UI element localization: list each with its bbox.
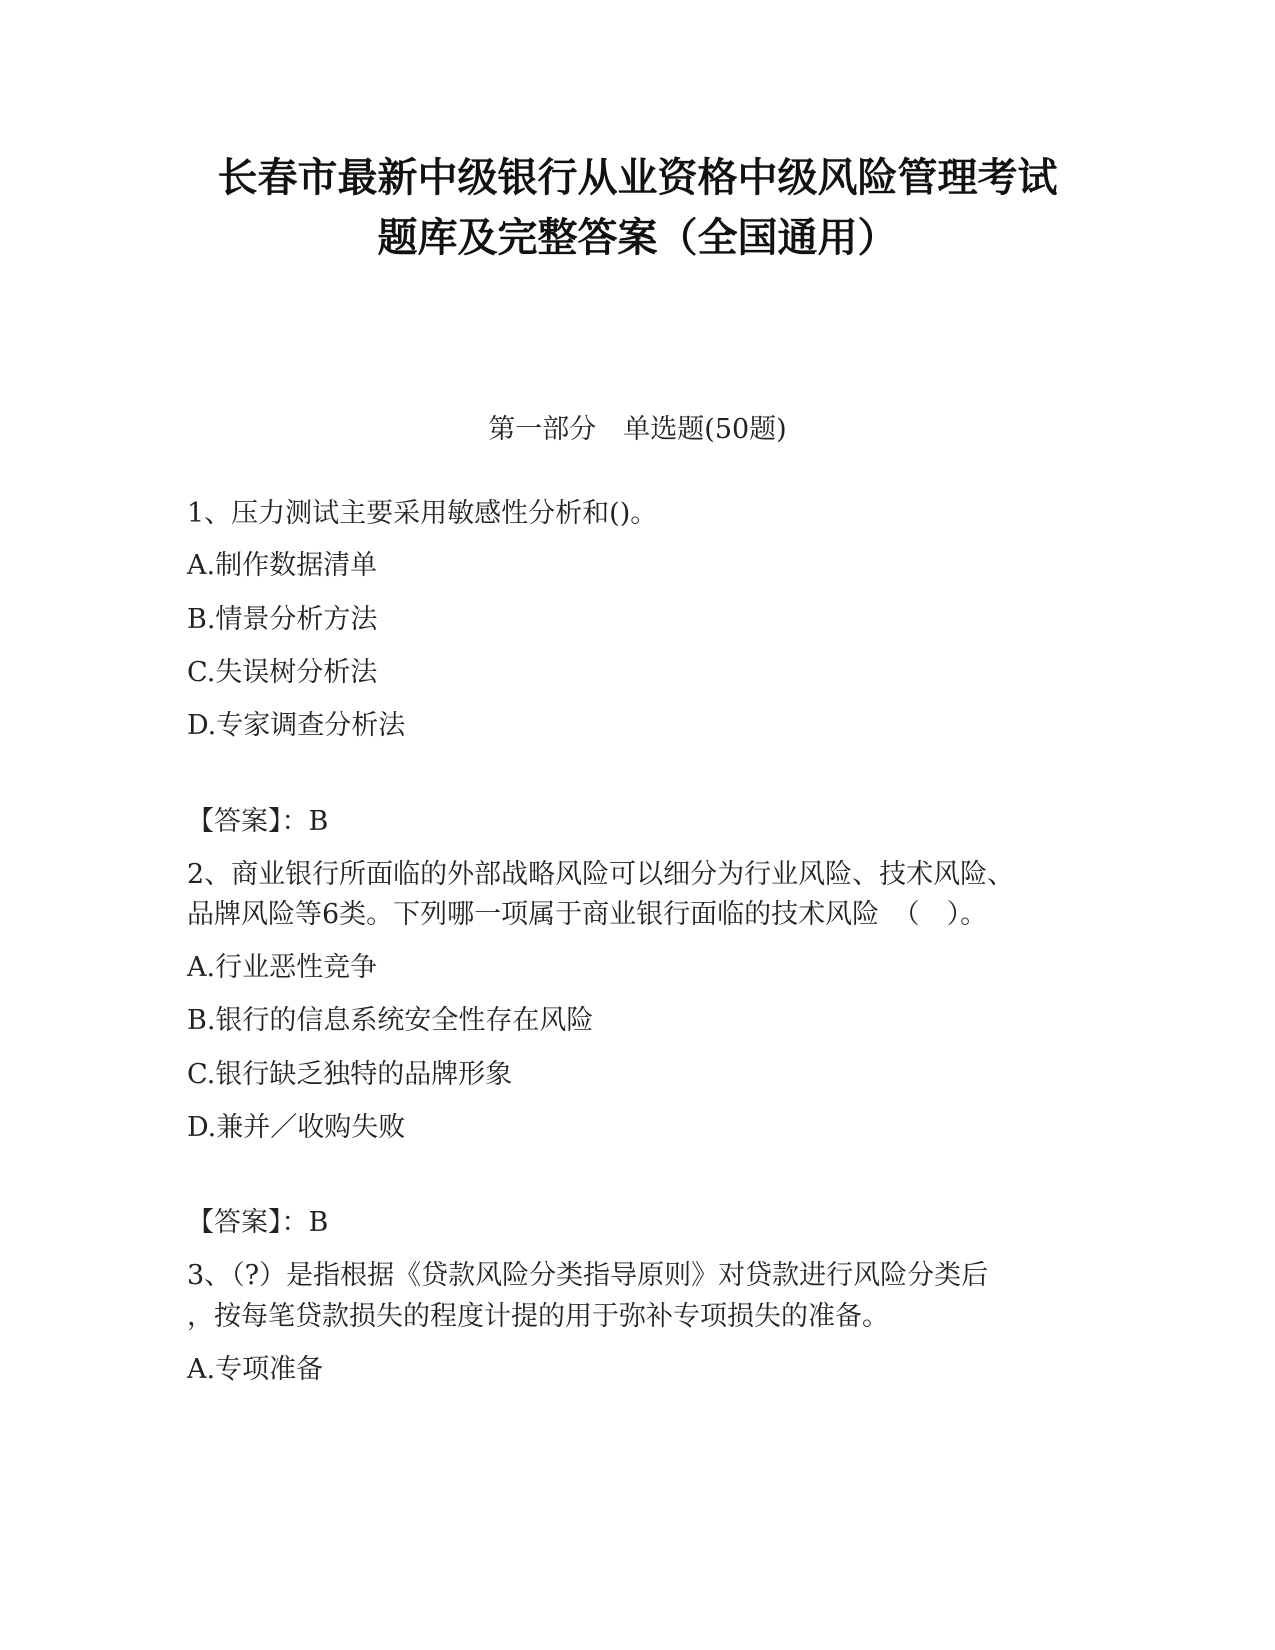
question-2-stem-line-1: 2、商业银行所面临的外部战略风险可以细分为行业风险、技术风险、 xyxy=(187,859,1015,890)
question-1-option-b: B.情景分析方法 xyxy=(187,604,378,635)
document-title-line-1: 长春市最新中级银行从业资格中级风险管理考试 xyxy=(217,155,1058,201)
question-3-stem-line-1: 3、（?）是指根据《贷款风险分类指导原则》对贷款进行风险分类后 xyxy=(187,1260,989,1291)
question-1-option-d: D.专家调查分析法 xyxy=(187,710,406,741)
section-heading: 第一部分 单选题(50题) xyxy=(488,414,787,445)
question-1-stem: 1、压力测试主要采用敏感性分析和()。 xyxy=(187,498,658,529)
question-2-option-b: B.银行的信息系统安全性存在风险 xyxy=(187,1005,594,1036)
question-1-option-c: C.失误树分析法 xyxy=(187,657,378,688)
question-3-option-a: A.专项准备 xyxy=(187,1354,324,1385)
question-1-answer: 【答案】：B xyxy=(187,806,329,837)
question-2-option-a: A.行业恶性竞争 xyxy=(187,952,378,983)
question-2-option-d: D.兼并／收购失败 xyxy=(187,1112,406,1143)
question-2-answer: 【答案】：B xyxy=(187,1207,329,1238)
document-title-line-2: 题库及完整答案（全国通用） xyxy=(377,215,898,261)
question-1-option-a: A.制作数据清单 xyxy=(187,550,378,581)
question-2-option-c: C.银行缺乏独特的品牌形象 xyxy=(187,1059,513,1090)
question-2-stem-line-2: 品牌风险等6类。下列哪一项属于商业银行面临的技术风险 （ ）。 xyxy=(187,899,988,930)
question-3-stem-line-2: ，按每笔贷款损失的程度计提的用于弥补专项损失的准备。 xyxy=(187,1301,889,1332)
